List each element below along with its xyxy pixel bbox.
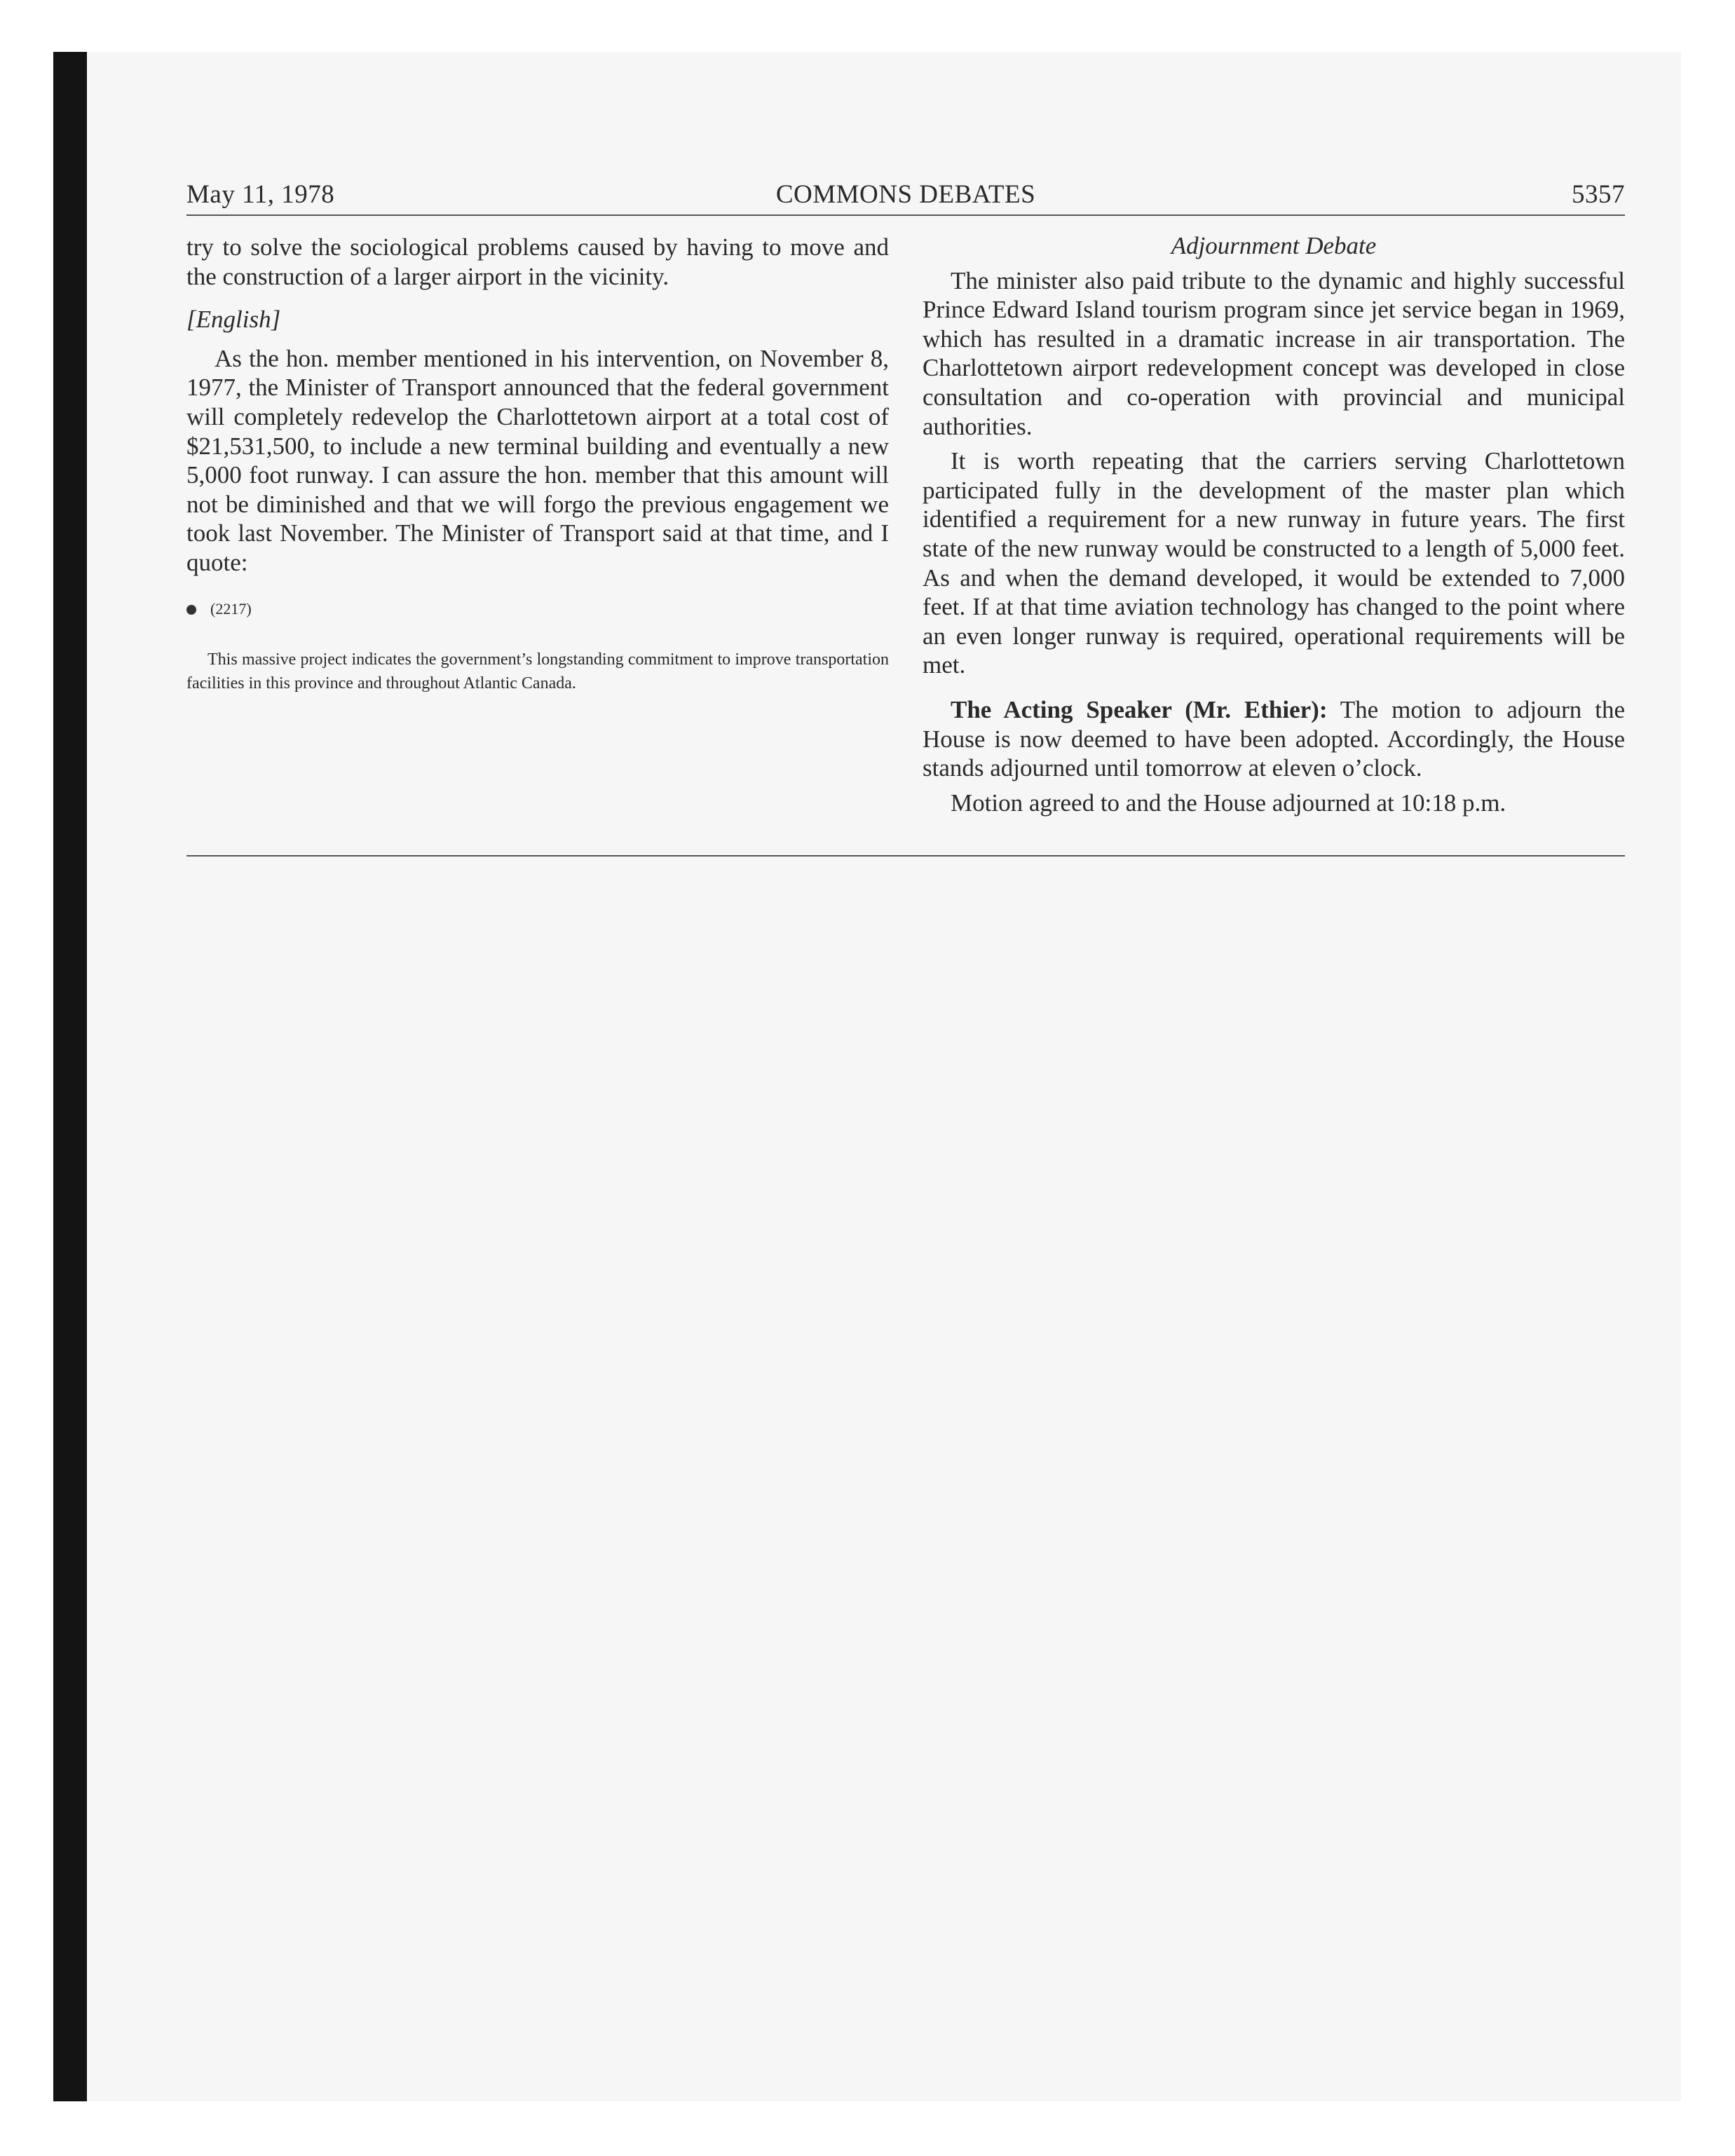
paragraph: try to solve the sociological problems caused by having to move and the construction of a larger airport in the vicinity.	[186, 233, 889, 290]
right-column	[923, 231, 1625, 817]
paragraph: It is worth repeating that the carriers serving Charlottetown participated fully in the development of the master plan which identified a requirement for a new runway in future years. The first state of the new runway would be constructed to a length of 5,000 feet. As and when the demand developed, it would be extended to 7,000 feet. If at that time aviation technology has changed to the point where an even longer runway is required, operational requirements will be met.	[923, 447, 1625, 679]
header-title: COMMONS DEBATES	[775, 180, 1036, 209]
bottom-rule	[186, 855, 1625, 857]
block-quote: This massive project indicates the government’s longstanding commitment to improve transportation facilities in this province and throughout Atlantic Canada.	[186, 650, 889, 692]
paragraph: As the hon. member mentioned in his intervention, on November 8, 1977, the Minister of Transport announced that the federal government will completely redevelop the Charlottetown airport at a total cost of $21,531,500, to include a new terminal building and eventually a new 5,000 foot runway. I can assure the hon. member that this amount will not be diminished and that we will forgo the previous engagement we took last November. The Minister of Transport said at that time, and I quote:	[186, 344, 889, 576]
paragraph: Motion agreed to and the House adjourned at 10:18 p.m.	[951, 789, 1506, 817]
scan-border-edge	[53, 52, 87, 2101]
time-marker-label: (2217)	[210, 599, 252, 618]
header-date: May 11, 1978	[186, 180, 335, 209]
time-marker	[186, 599, 889, 620]
section-heading: Adjournment Debate	[1171, 232, 1377, 259]
speaker-paragraph	[923, 695, 1625, 783]
paragraph: The minister also paid tribute to the dynamic and highly successful Prince Edward Island tourism program since jet service began in 1969, which has resulted in a dramatic increase in air transportation. The Charlottetown airport redevelopment concept was developed in close consultation and co-operation with provincial and municipal authorities.	[923, 266, 1625, 440]
speaker-text: The motion to adjourn the House is now deemed to have been adopted. Accordingly, the House stands adjourned until tomorrow at eleven o’clock.	[923, 695, 1625, 782]
language-tag: [English]	[186, 306, 281, 334]
header-page-number: 5357	[1572, 180, 1625, 209]
left-column	[186, 233, 889, 695]
speaker-name: The Acting Speaker (Mr. Ethier):	[951, 695, 1328, 723]
bullet-dot-icon	[186, 605, 196, 615]
running-header	[186, 179, 1625, 216]
